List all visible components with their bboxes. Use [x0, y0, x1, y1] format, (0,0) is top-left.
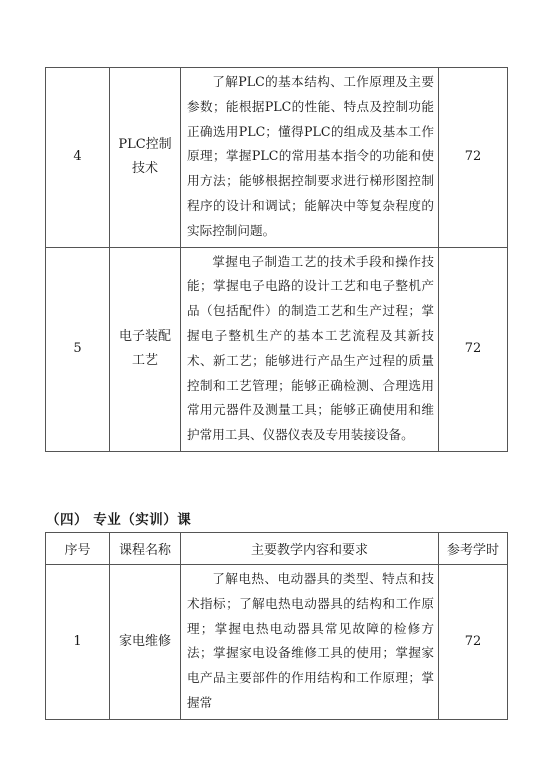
- section-heading: （四） 专业（实训）课: [46, 512, 192, 528]
- course-table-continued: [45, 67, 508, 452]
- header-number: 序号: [46, 533, 110, 565]
- course-hours: 72: [439, 68, 508, 248]
- table-row: [46, 247, 508, 451]
- course-content: 掌握电子制造工艺的技术手段和操作技能；掌握电子电路的设计工艺和电子整机产品（包括配件）的制造工艺和生产过程；掌握电子整机生产的基本工艺流程及其新技术、新工艺；能够进行产品生产过程的质量控制和工艺管理；能够正确检测、合理选用常用元器件及测量工具；能够正确使用和维护常用工具、仪器仪表及专用装接设备。: [181, 247, 439, 451]
- header-course-name: 课程名称: [110, 533, 181, 565]
- course-name: 电子装配工艺: [110, 247, 181, 451]
- row-number: 4: [46, 68, 110, 248]
- header-content: 主要教学内容和要求: [181, 533, 439, 565]
- table-row: [46, 68, 508, 248]
- course-hours: 72: [439, 565, 508, 720]
- table-row: [46, 565, 508, 720]
- course-content: 了解PLC的基本结构、工作原理及主要参数；能根据PLC的性能、特点及控制功能正确选用PLC；懂得PLC的组成及基本工作原理；掌握PLC的常用基本指令的功能和使用方法；能够根据控制要求进行梯形图控制程序的设计和调试；能解决中等复杂程度的实际控制问题。: [181, 68, 439, 248]
- course-name: PLC控制技术: [110, 68, 181, 248]
- course-content: 了解电热、电动器具的类型、特点和技术指标；了解电热电动器具的结构和工作原理；掌握电热电动器具常见故障的检修方法；掌握家电设备维修工具的使用；掌握家电产品主要部件的作用结构和工作原理；掌握常: [181, 565, 439, 720]
- row-number: 5: [46, 247, 110, 451]
- course-hours: 72: [439, 247, 508, 451]
- header-hours: 参考学时: [439, 533, 508, 565]
- course-name: 家电维修: [110, 565, 181, 720]
- row-number: 1: [46, 565, 110, 720]
- table-header-row: [46, 533, 508, 565]
- practical-course-table: [45, 532, 508, 720]
